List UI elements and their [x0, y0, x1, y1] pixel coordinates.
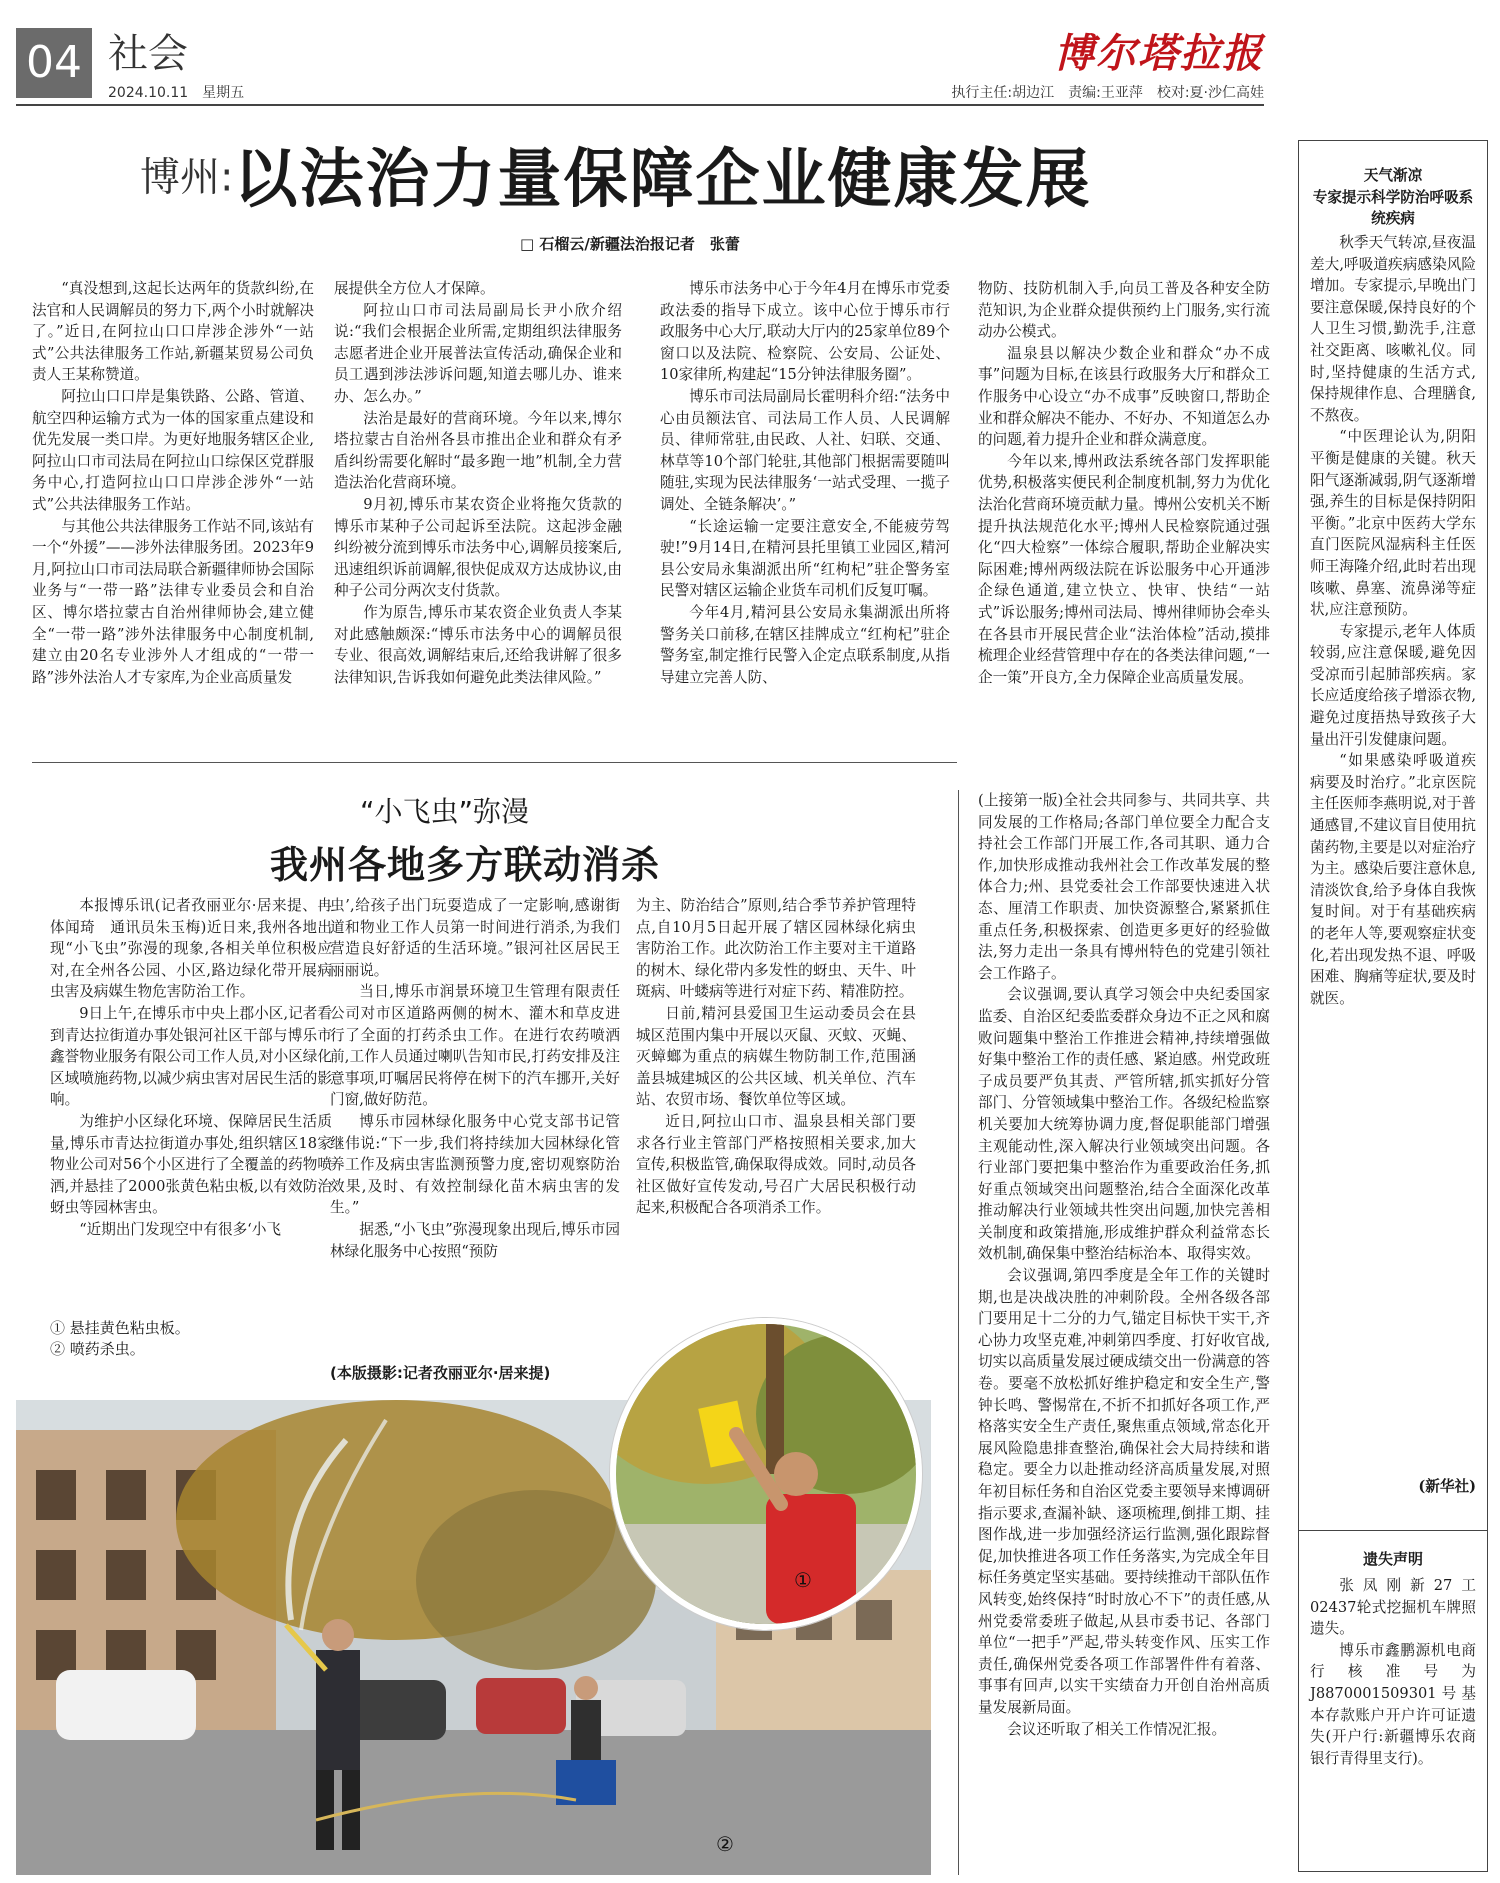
paragraph: 展提供全方位人才保障。	[334, 280, 495, 297]
page-number: 04	[16, 28, 92, 98]
paragraph: 据悉,“小飞虫”弥漫现象出现后,博乐市园林绿化服务中心按照“预防	[330, 1220, 620, 1260]
sidebar-weather-body	[1310, 232, 1476, 1009]
column-divider	[958, 790, 959, 1875]
paragraph: 法治是最好的营商环境。今年以来,博尔塔拉蒙古自治州各县市推出企业和群众有矛盾纠纷需要化解时“最多跑一地”机制,全力营造法治化营商环境。	[334, 409, 622, 492]
paragraph: “中医理论认为,阴阳平衡是健康的关键。秋天阳气逐渐减弱,阴气逐渐增强,养生的目标是保持阴阳平衡。”北京中医药大学东直门医院风湿病科主任医师王海隆介绍,此时若出现咳嗽、鼻塞、流鼻涕等症状,应注意预防。	[1310, 428, 1476, 619]
photo-sticky-board	[610, 1318, 922, 1630]
photo-credit: (本版摄影:记者孜丽亚尔·居来提)	[330, 1364, 551, 1382]
photo-marker-1: ①	[794, 1568, 812, 1592]
paragraph: 会议强调,第四季度是全年工作的关键时期,也是决战决胜的冲刺阶段。全州各级各部门要用足十二分的力气,锚定目标快干实干,齐心协力攻坚克难,冲刺第四季度、打好收官战,切实以高质量发展过硬成绩交出一份满意的答卷。要毫不放松抓好维护稳定和安全生产,警钟长鸣、警惕常在,不折不扣抓好各项工作,严格落实安全生产责任,聚焦重点领域,常态化开展风险隐患排查整治,确保社会大局持续和谐稳定。要全力以赴推动经济高质量发展,对照年初目标任务和自治区党委主要领导来博调研指示要求,查漏补缺、逐项梳理,倒排工期、挂图作战,进一步加强经济运行监测,强化跟踪督促,加快推进各项工作任务落实,为完成全年目标任务奠定坚实基础。要持续推动干部队伍作风转变,始终保持“时时放心不下”的责任感,从州党委常委班子做起,从县市委书记、各部门单位“一把手”严起,带头转变作风、压实工作责任,确保州党委各项工作部署件件有着落、事事有回声,以实干实绩奋力开创自治州高质量发展新局面。	[978, 1267, 1270, 1716]
paragraph: 近日,阿拉山口市、温泉县相关部门要求各行业主管部门严格按照相关要求,加大宣传,积极监管,确保取得成效。同时,动员各社区做好宣传发动,号召广大居民积极行动起来,积极配合各项消杀工作。	[636, 1112, 916, 1217]
second-column-2	[330, 895, 620, 1262]
paragraph: 今年以来,博州政法系统各部门发挥职能优势,积极落实便民利企制度机制,努力为优化法治化营商环境贡献力量。博州公安机关不断提升执法规范化水平;博州人民检察院通过强化“四大检察”一体综合履职,帮助企业解决实际困难;博州两级法院在诉讼服务中心开通涉企绿色通道,建立快立、快审、快结“一站式”诉讼服务;博州司法局、博州律师协会牵头在各县市开展民营企业“法治体检”活动,摸排梳理企业经营管理中存在的各类法律问题,“一企一策”开良方,全力保障企业高质量发展。	[978, 452, 1270, 686]
sidebar-notice-title: 遗失声明	[1362, 1550, 1423, 1568]
paragraph: 9月初,博乐市某农资企业将拖欠货款的博乐市某种子公司起诉至法院。这起涉金融纠纷被分流到博乐市法务中心,调解员接案后,迅速组织诉前调解,很快促成双方达成协议,由种子公司分两次支付货款。	[334, 495, 622, 600]
paragraph: 9日上午,在博乐市中央上郡小区,记者看到青达拉街道办事处银河社区干部与博乐市鑫誉物业服务有限公司工作人员,对小区绿化区域喷施药物,以减少病虫害对居民生活的影响。	[50, 1004, 332, 1109]
paragraph: 博乐市司法局副局长霍明科介绍:“法务中心由员额法官、司法局工作人员、人民调解员、律师常驻,由民政、人社、妇联、交通、林草等10个部门轮驻,其他部门根据需要随叫随驻,实现为民法律服务‘一站式受理、一揽子调处、全链条解决’。”	[660, 387, 950, 513]
sidebar-divider	[1298, 1530, 1488, 1531]
paragraph: 当日,博乐市润景环境卫生管理有限责任公司对市区道路两侧的树木、灌木和草皮进行了全面的打药杀虫工作。在进行农药喷洒前,工作人员通过喇叭告知市民,打药安排及注意事项,叮嘱居民将停在树下的汽车挪开,关好门窗,做好防范。	[330, 983, 620, 1109]
paragraph: “近期出门发现空中有很多‘小飞	[79, 1220, 282, 1238]
lead-headline	[140, 128, 1150, 220]
lead-column-3	[660, 278, 950, 688]
paragraph: 本报博乐讯(记者孜丽亚尔·居来提、冉体闻琦 通讯员朱玉梅)近日来,我州各地出现“小飞虫”弥漫的现象,各相关单位积极应对,在全州各公园、小区,路边绿化带开展病虫害及病媒生物危害防治工作。	[50, 897, 332, 1001]
second-headline: 我州各地多方联动消杀	[270, 842, 661, 887]
sidebar-weather-source: (新华社)	[1418, 1478, 1476, 1495]
caption-1: ① 悬挂黄色粘虫板。	[50, 1319, 190, 1337]
paragraph: 虫’,给孩子出门玩耍造成了一定影响,感谢街道和物业工作人员第一时间进行消杀,为我们营造良好舒适的生活环境。”银河社区居民王丽丽说。	[330, 897, 620, 979]
second-column-1	[50, 895, 332, 1241]
lead-column-1	[32, 278, 314, 688]
lead-byline: □ 石榴云/新疆法治报记者 张蕾	[520, 235, 740, 253]
continued-article	[978, 790, 1270, 1740]
photo-captions	[50, 1318, 190, 1360]
second-column-3	[636, 895, 916, 1219]
header-rule	[16, 104, 1264, 106]
photo-sticky-board-image	[616, 1324, 916, 1624]
photo-marker-2: ②	[716, 1832, 734, 1856]
paragraph: 作为原告,博乐市某农资企业负责人李某对此感触颇深:“博乐市法务中心的调解员很专业、很高效,调解结束后,还给我讲解了很多法律知识,告诉我如何避免此类法律风险。”	[334, 603, 622, 686]
paragraph: 阿拉山口口岸是集铁路、公路、管道、航空四种运输方式为一体的国家重点建设和优先发展一类口岸。为更好地服务辖区企业,阿拉山口市司法局在阿拉山口综保区党群服务中心,打造阿拉山口口岸涉企涉外“一站式”公共法律服务工作站。	[32, 387, 314, 513]
paragraph: 专家提示,老年人体质较弱,应注意保暖,避免因受凉而引起肺部疾病。家长应适度给孩子增添衣物,避免过度捂热导致孩子大量出汗引发健康问题。	[1310, 622, 1476, 748]
newspaper-masthead: 博尔塔拉报	[1054, 30, 1264, 77]
paragraph: 为维护小区绿化环境、保障居民生活质量,博乐市青达拉街道办事处,组织辖区18家物业公司对56个小区进行了全覆盖的药物喷洒,并悬挂了2000张黄色粘虫板,以有效防治蚜虫等园林害虫。	[50, 1112, 332, 1217]
paragraph: 张凤刚新27工02437轮式挖掘机车牌照遗失。	[1310, 1577, 1476, 1638]
paragraph: 为主、防治结合”原则,结合季节养护管理特点,自10月5日起开展了辖区园林绿化病虫害防治工作。此次防治工作主要对主干道路的树木、绿化带内多发性的蚜虫、天牛、叶斑病、叶蝼病等进行对症下药、精准防控。	[636, 897, 916, 1001]
sidebar-notice-body	[1310, 1575, 1476, 1769]
section-title: 社会	[108, 31, 188, 77]
second-kicker: “小飞虫”弥漫	[360, 795, 530, 828]
headline-title: 以法治力量保障企业健康发展	[233, 142, 1092, 217]
paragraph: “真没想到,这起长达两年的货款纠纷,在法官和人民调解员的努力下,两个小时就解决了。”近日,在阿拉山口口岸涉企涉外“一站式”公共法律服务工作站,新疆某贸易公司负责人王某称赞道。	[32, 280, 314, 384]
paragraph: 博乐市园林绿化服务中心党支部书记管继伟说:“下一步,我们将持续加大园林绿化管养工作及病虫害监测预警力度,密切观察防治效果,及时、有效控制绿化苗木病虫害的发生。”	[330, 1112, 620, 1217]
editor-credits: 执行主任:胡边江 责编:王亚萍 校对:夏·沙仁高娃	[951, 85, 1264, 101]
paragraph: (上接第一版)全社会共同参与、共同共享、共同发展的工作格局;各部门单位要全力配合支持社会工作部门开展工作,各司其职、通力合作,加快形成推动我州社会工作改革发展的整体合力;州、县党委社会工作部要快速进入状态、厘清工作职责、加快资源整合,紧紧抓住重点任务,积极探索、创造更多更好的经验做法,努力走出一条具有博州特色的党建引领社会工作路子。	[978, 792, 1270, 982]
article-separator	[32, 762, 957, 763]
paragraph: “长途运输一定要注意安全,不能疲劳驾驶!”9月14日,在精河县托里镇工业园区,精河县公安局永集湖派出所“红枸杞”驻企警务室民警对辖区运输企业货车司机们反复叮嘱。	[660, 517, 950, 600]
issue-date: 2024.10.11 星期五	[108, 85, 245, 101]
paragraph: 日前,精河县爱国卫生运动委员会在县城区范围内集中开展以灭鼠、灭蚊、灭蝇、灭蟑螂为重点的病媒生物防制工作,范围涵盖县城建城区的公共区域、机关单位、汽车站、农贸市场、餐饮单位等区域。	[636, 1004, 916, 1109]
lead-column-4	[978, 278, 1270, 688]
paragraph: 与其他公共法律服务工作站不同,该站有一个“外援”——涉外法律服务团。2023年9月,阿拉山口市司法局联合新疆律师协会国际业务与“一带一路”法律专业委员会和自治区、博尔塔拉蒙古自治州律师协会,建立健全“一带一路”涉外法律服务中心制度机制,建立由20名专业涉外人才组成的“一带一路”涉外法治人才专家库,为企业高质量发	[32, 517, 314, 686]
paragraph: 阿拉山口市司法局副局长尹小欣介绍说:“我们会根据企业所需,定期组织法律服务志愿者进企业开展普法宣传活动,确保企业和员工遇到涉法涉诉问题,知道去哪儿办、谁来办、怎么办。”	[334, 301, 622, 405]
paragraph: 博乐市鑫鹏源机电商行核准号为J8870001509301号基本存款账户开户许可证遗失(开户行:新疆博乐农商银行青得里支行)。	[1310, 1641, 1476, 1767]
lead-column-2	[334, 278, 622, 688]
paragraph: 博乐市法务中心于今年4月在博乐市党委政法委的指导下成立。该中心位于博乐市行政服务中心大厅,联动大厅内的25家单位89个窗口以及法院、检察院、公安局、公证处、10家律所,构建起“15分钟法律服务圈”。	[660, 280, 950, 384]
paragraph: 物防、技防机制入手,向员工普及各种安全防范知识,为企业群众提供预约上门服务,实行流动办公模式。	[978, 280, 1270, 341]
paragraph: 今年4月,精河县公安局永集湖派出所将警务关口前移,在辖区挂牌成立“红枸杞”驻企警务室,制定推行民警入企定点联系制度,从指导建立完善人防、	[660, 603, 950, 686]
paragraph: 会议还听取了相关工作情况汇报。	[1007, 1720, 1227, 1738]
sidebar-weather-title: 天气渐凉 专家提示科学防治呼吸系统疾病	[1312, 167, 1474, 228]
paragraph: 会议强调,要认真学习领会中央纪委国家监委、自治区纪委监委群众身边不正之风和腐败问题集中整治工作推进会精神,持续增强做好集中整治工作的责任感、紧迫感。州党政班子成员要严负其责、严管所辖,抓实抓好分管部门、分管领域集中整治工作。各级纪检监察机关要加大统筹协调力度,督促职能部门增强主观能动性,深入解决行业领域突出问题。各行业部门要把集中整治作为重要政治任务,抓好重点领域突出问题整治,结合全面深化改革推动解决行业领域共性突出问题,加快完善相关制度和政策措施,形成维护群众利益常态长效机制,确保集中整治结标治本、取得实效。	[978, 986, 1270, 1263]
paragraph: 温泉县以解决少数企业和群众“办不成事”问题为目标,在该县行政服务大厅和群众工作服务中心设立“办不成事”反映窗口,帮助企业和群众解决不能办、不好办、不知道怎么办的问题,着力提升企业和群众满意度。	[978, 344, 1270, 449]
paragraph: “如果感染呼吸道疾病要及时治疗。”北京医院主任医师李燕明说,对于普通感冒,不建议盲目使用抗菌药物,主要是以对症治疗为主。感染后要注意休息,清淡饮食,给予身体自我恢复时间。对于有基础疾病的老年人等,要观察症状变化,若出现发热不退、呼吸困难、胸痛等症状,要及时就医。	[1310, 752, 1476, 1007]
headline-location: 博州:	[140, 154, 234, 201]
paragraph: 秋季天气转凉,昼夜温差大,呼吸道疾病感染风险增加。专家提示,早晚出门要注意保暖,保持良好的个人卫生习惯,勤洗手,注意社交距离、咳嗽礼仪。同时,坚持健康的生活方式,保持规律作息、合理膳食,不熬夜。	[1310, 234, 1476, 424]
caption-2: ② 喷药杀虫。	[50, 1340, 145, 1358]
